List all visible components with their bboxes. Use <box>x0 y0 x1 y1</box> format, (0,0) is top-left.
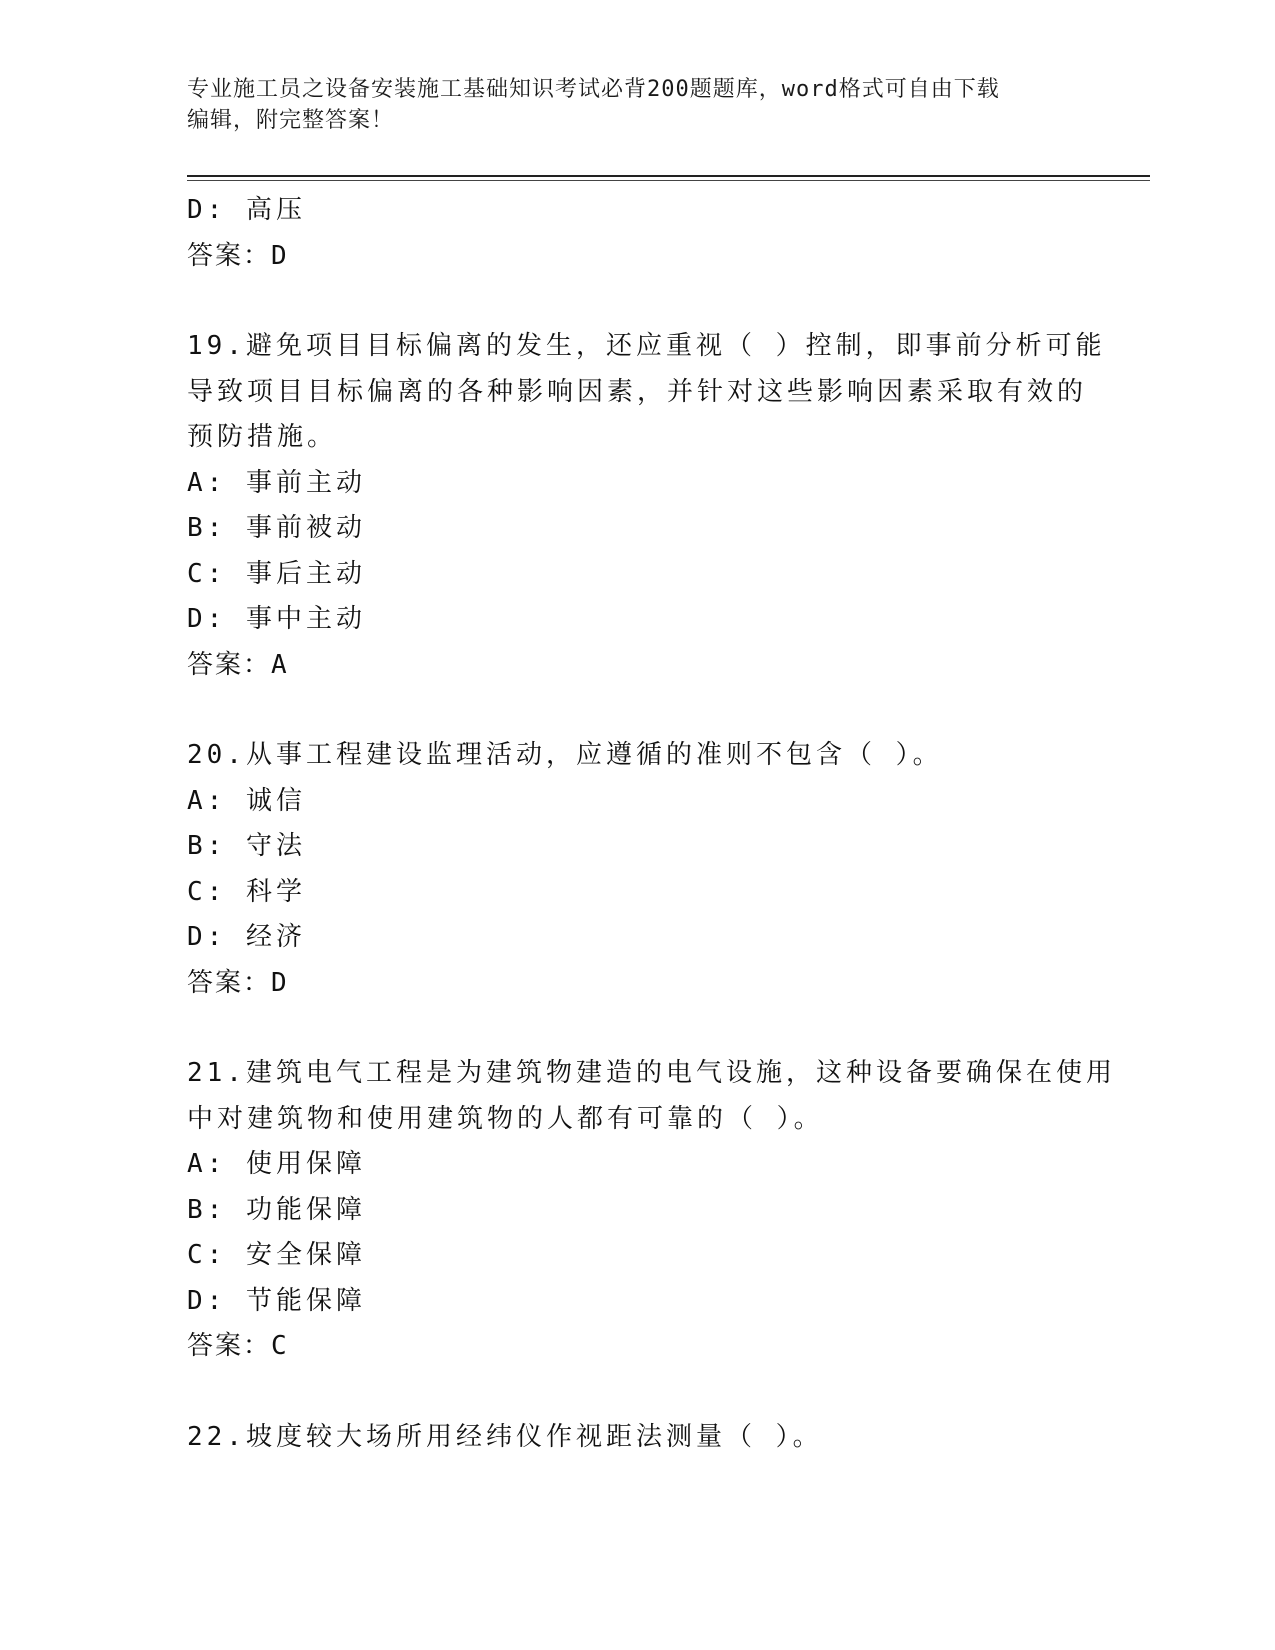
option-d: D: 事中主动 <box>187 604 366 634</box>
spacer <box>187 279 1087 324</box>
option-b: B: 守法 <box>187 831 306 861</box>
option-b: B: 功能保障 <box>187 1194 366 1225</box>
answer <box>187 643 1087 689</box>
option-a: A: 事前主动 <box>187 467 366 498</box>
answer-value: A <box>271 649 289 680</box>
question-list <box>187 188 1116 1460</box>
question-21 <box>187 1051 1116 1370</box>
option-c: C: 安全保障 <box>187 1240 366 1270</box>
question-stem-line: 导致项目目标偏离的各种影响因素，并针对这些影响因素采取有效的 <box>187 376 1088 407</box>
question-stem-line: 中对建筑物和使用建筑物的人都有可靠的（ ）。 <box>187 1103 824 1134</box>
answer-label: 答案： <box>187 649 272 680</box>
option-d: D: 高压 <box>187 195 306 225</box>
option-d: D: 经济 <box>187 922 306 952</box>
header-line-2: 编辑，附完整答案！ <box>187 108 395 133</box>
answer-value: C <box>271 1331 289 1361</box>
answer <box>187 961 1087 1007</box>
option-c: C: 科学 <box>187 876 306 907</box>
spacer <box>187 1370 1087 1415</box>
question-stem-line: 19.避免项目目标偏离的发生，还应重视（ ）控制，即事前分析可能 <box>187 331 1106 361</box>
answer-label: 答案： <box>187 240 272 271</box>
header-divider-thin <box>187 180 1150 181</box>
header-line-1: 专业施工员之设备安装施工基础知识考试必背200题题库，word格式可自由下载 <box>187 77 1000 102</box>
question-20 <box>187 733 1087 1006</box>
answer <box>187 1324 1087 1370</box>
question-19 <box>187 324 1106 688</box>
question-stem-line: 22.坡度较大场所用经纬仪作视距法测量（ ）。 <box>187 1421 823 1452</box>
spacer <box>187 1006 1087 1051</box>
answer-value: D <box>271 967 289 998</box>
question-22 <box>187 1415 1087 1461</box>
option-d: D: 节能保障 <box>187 1285 366 1316</box>
option-b: B: 事前被动 <box>187 513 366 543</box>
answer <box>187 234 1087 280</box>
header-divider-thick <box>187 175 1150 177</box>
option-a: A: 使用保障 <box>187 1149 366 1179</box>
page-header <box>187 74 1067 136</box>
question-18-tail <box>187 188 1087 279</box>
answer-value: D <box>271 240 289 271</box>
answer-label: 答案： <box>187 1331 272 1361</box>
option-c: C: 事后主动 <box>187 558 366 589</box>
spacer <box>187 688 1087 733</box>
question-stem-line: 21.建筑电气工程是为建筑物建造的电气设施，这种设备要确保在使用 <box>187 1058 1116 1088</box>
option-a: A: 诚信 <box>187 785 306 816</box>
question-stem-line: 预防措施。 <box>187 422 338 452</box>
question-stem-line: 20.从事工程建设监理活动，应遵循的准则不包含（ ）。 <box>187 740 943 770</box>
answer-label: 答案： <box>187 967 272 998</box>
